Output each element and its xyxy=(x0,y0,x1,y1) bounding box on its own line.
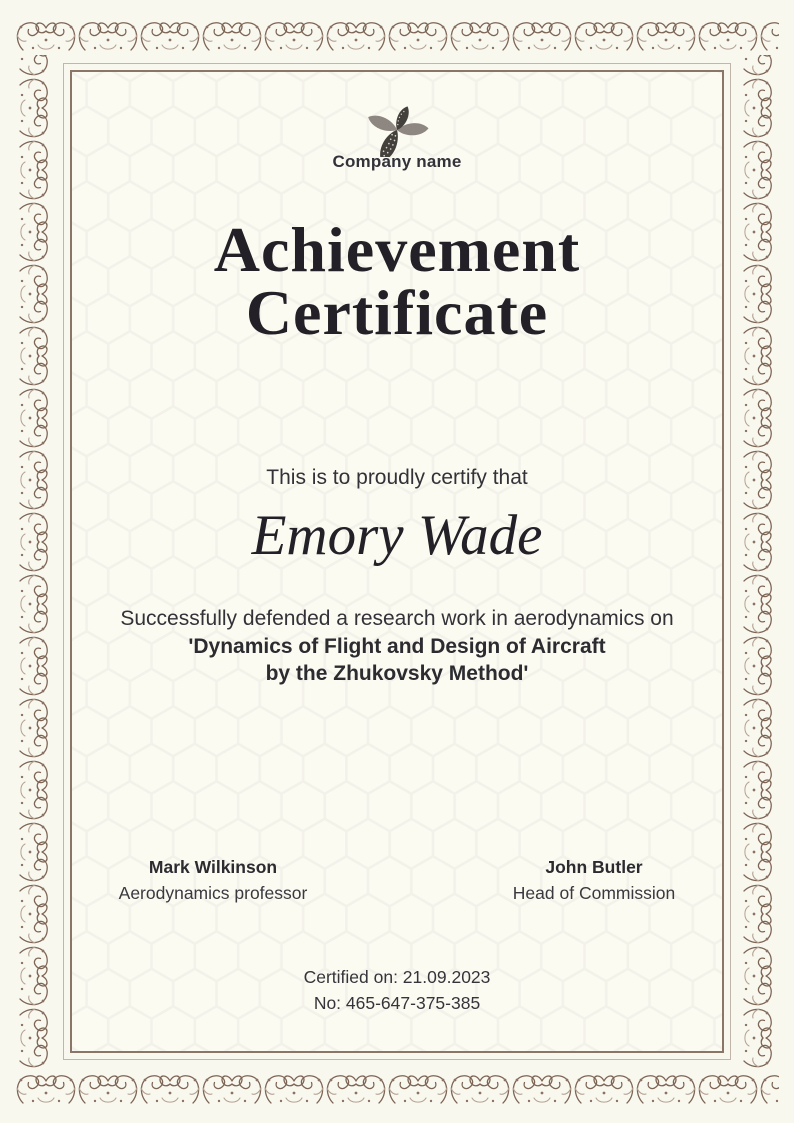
signature-right xyxy=(513,856,675,904)
signature-left xyxy=(119,856,308,904)
description-line: Successfully defended a research work in aerodynamics on xyxy=(120,607,674,630)
company-name: Company name xyxy=(332,152,462,171)
certificate-footer xyxy=(72,964,722,1016)
certify-intro: This is to proudly certify that xyxy=(266,466,528,489)
certificate-number-line: No: 465-647-375-385 xyxy=(313,993,481,1013)
work-title-line2: by the Zhukovsky Method' xyxy=(265,662,529,685)
signer-name: John Butler xyxy=(545,857,643,877)
signer-role: Aerodynamics professor xyxy=(118,883,308,903)
recipient-name: Emory Wade xyxy=(251,504,543,567)
work-title-line1: 'Dynamics of Flight and Design of Aircraft xyxy=(188,634,606,658)
certificate-title xyxy=(72,214,722,348)
certified-date-line: Certified on: 21.09.2023 xyxy=(303,967,491,987)
certificate-title-line1: Achievement xyxy=(213,214,581,285)
signer-role: Head of Commission xyxy=(512,883,676,903)
signatures-row xyxy=(72,856,722,916)
signer-name: Mark Wilkinson xyxy=(148,857,278,877)
achievement-description xyxy=(72,605,722,688)
certificate-title-line2: Certificate xyxy=(245,277,549,348)
certificate-content xyxy=(72,72,722,1051)
flower-petals-icon xyxy=(364,101,430,157)
